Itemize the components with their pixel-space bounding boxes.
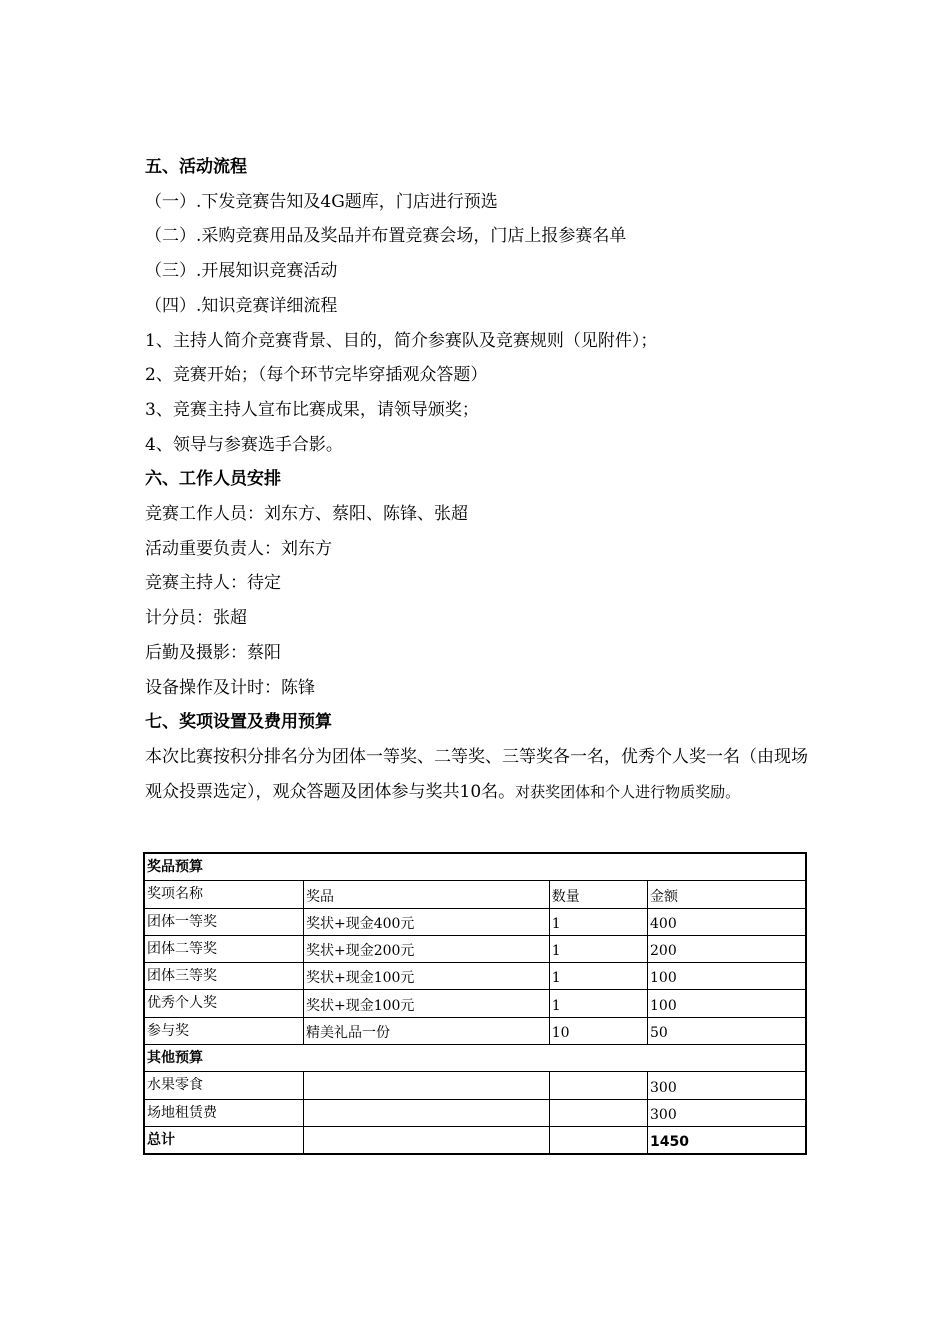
table-cell: 1: [549, 990, 647, 1017]
section-heading: 六、工作人员安排: [145, 469, 281, 490]
table-cell: [549, 1072, 647, 1099]
table-cell: 团体一等奖: [144, 908, 303, 935]
table-section-row: [144, 1045, 806, 1072]
table-row: [144, 1099, 806, 1126]
list-item: 设备操作及计时：陈锋: [145, 677, 315, 698]
list-item: 竞赛工作人员：刘东方、蔡阳、陈锋、张超: [145, 504, 468, 525]
table-cell: [303, 1099, 549, 1126]
table-cell: 团体三等奖: [144, 963, 303, 990]
list-item: （三）.开展知识竞赛活动: [145, 261, 338, 282]
table-cell: 1: [549, 963, 647, 990]
table-row: [144, 935, 806, 962]
column-header: 数量: [549, 881, 647, 908]
table-section-row: [144, 853, 806, 881]
table-cell: 50: [648, 1017, 807, 1044]
table-cell: 精美礼品一份: [303, 1017, 549, 1044]
table-row: [144, 990, 806, 1017]
table-cell: 400: [648, 908, 807, 935]
table-cell: [303, 1126, 549, 1154]
document-body: [145, 150, 810, 809]
paragraph-small: 对获奖团体和个人进行物质奖励。: [515, 782, 741, 801]
prize-budget-title: 奖品预算: [144, 853, 806, 881]
table-cell: 300: [648, 1072, 807, 1099]
table-row: [144, 1072, 806, 1099]
list-item: 竞赛主持人：待定: [145, 573, 281, 594]
table-cell: [549, 1126, 647, 1154]
table-cell: 团体二等奖: [144, 935, 303, 962]
table-cell: 场地租赁费: [144, 1099, 303, 1126]
table-cell: [303, 1072, 549, 1099]
list-item: （二）.采购竞赛用品及奖品并布置竞赛会场，门店上报参赛名单: [145, 226, 627, 247]
total-label: 总计: [144, 1126, 303, 1154]
table-row: [144, 1017, 806, 1044]
table-cell: [549, 1099, 647, 1126]
column-header: 奖品: [303, 881, 549, 908]
list-item: 活动重要负责人：刘东方: [145, 538, 332, 559]
table-cell: 奖状+现金400元: [303, 908, 549, 935]
list-item: （四）.知识竞赛详细流程: [145, 295, 338, 316]
table-cell: 奖状+现金100元: [303, 963, 549, 990]
list-item: （一）.下发竞赛告知及4G题库，门店进行预选: [145, 191, 498, 212]
budget-table: [143, 852, 807, 1155]
table-cell: 200: [648, 935, 807, 962]
list-item: 后勤及摄影：蔡阳: [145, 642, 281, 663]
table-cell: 300: [648, 1099, 807, 1126]
table-cell: 100: [648, 963, 807, 990]
list-item: 2、竞赛开始；（每个环节完毕穿插观众答题）: [145, 365, 488, 386]
table-cell: 100: [648, 990, 807, 1017]
column-header: 奖项名称: [144, 881, 303, 908]
paragraph: [145, 740, 810, 809]
table-row: [144, 963, 806, 990]
table-header-row: [144, 881, 806, 908]
paragraph-main: 本次比赛按积分排名分为团体一等奖、二等奖、三等奖各一名，优秀个人奖一名（由现场观众投票选定），观众答题及团体参与奖共10名。: [145, 746, 808, 802]
table-cell: 奖状+现金100元: [303, 990, 549, 1017]
table-row: [144, 908, 806, 935]
table-cell: 水果零食: [144, 1072, 303, 1099]
section-heading: 五、活动流程: [145, 157, 247, 177]
list-item: 计分员：张超: [145, 608, 247, 629]
list-item: 4、领导与参赛选手合影。: [145, 434, 343, 455]
table-cell: 10: [549, 1017, 647, 1044]
section-heading: 七、奖项设置及费用预算: [145, 712, 332, 733]
column-header: 金额: [648, 881, 807, 908]
other-budget-title: 其他预算: [144, 1045, 806, 1072]
total-value: 1450: [648, 1126, 807, 1154]
list-item: 1、主持人简介竞赛背景、目的，简介参赛队及竞赛规则（见附件）；: [145, 330, 658, 351]
table-cell: 优秀个人奖: [144, 990, 303, 1017]
table-cell: 1: [549, 908, 647, 935]
table-cell: 奖状+现金200元: [303, 935, 549, 962]
table-cell: 1: [549, 935, 647, 962]
list-item: 3、竞赛主持人宣布比赛成果，请领导颁奖；: [145, 399, 479, 420]
table-total-row: [144, 1126, 806, 1154]
table-cell: 参与奖: [144, 1017, 303, 1044]
